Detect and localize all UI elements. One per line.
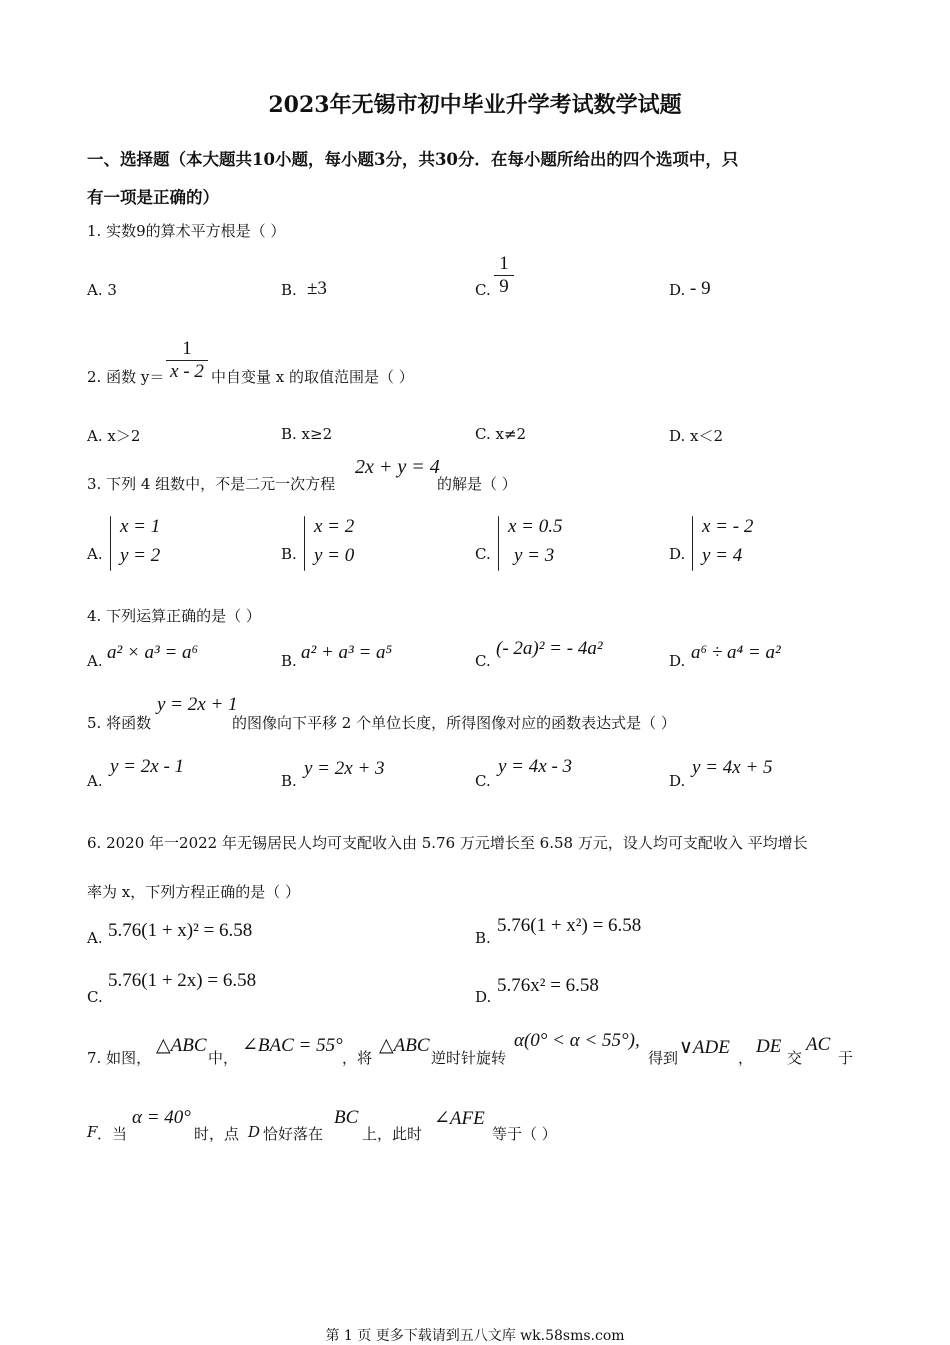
q3-stem-post: 的解是（ ） [437,475,517,493]
q3-option-d-eq1: x = - 2 [702,516,754,537]
q1-option-c-label: C. [475,281,491,299]
q6-option-c-math: 5.76(1 + 2x) = 6.58 [108,970,257,991]
q7-text-5: 得到 [648,1049,679,1067]
q7-text-4: 逆时针旋转 [431,1049,507,1067]
q3-option-d-label: D. [669,545,686,563]
q6-option-a-math: 5.76(1 + x)² = 6.58 [108,920,253,941]
q3-option-b-label: B. [281,545,297,563]
q2-stem-pre: 2. 函数 y＝ [87,368,165,386]
q3-option-a-label: A. [87,545,103,563]
left-brace-icon [498,516,499,571]
q7-math-6: DE [756,1036,782,1057]
q7-math-5: ∨ADE [679,1037,730,1058]
q3-option-c-eq2: y = 3 [514,545,555,566]
q7-line2-math-1: α = 40° [132,1107,191,1128]
q2-option-c: C. x≠2 [475,425,527,443]
q1-option-d-label: D. [669,281,686,299]
q6-option-c-label: C. [87,988,103,1006]
q3-option-b-eq2: y = 0 [314,545,355,566]
q5-stem-post: 的图像向下平移 2 个单位长度，所得图像对应的函数表达式是（ ） [232,714,676,732]
q7-text-6: ， [738,1049,754,1067]
q6-option-a-label: A. [87,929,103,947]
q3-option-c-eq1: x = 0.5 [508,516,563,537]
q5-stem-pre: 5. 将函数 [87,714,152,732]
fraction-denominator: 9 [494,275,514,298]
q7-line2-text-1: ．当 [97,1125,128,1143]
q7-math-1: △ABC [156,1035,207,1056]
q1-stem: 1. 实数9的算术平方根是（ ） [87,222,286,240]
q4-option-d-label: D. [669,652,686,670]
left-brace-icon [110,516,111,571]
q7-line2-text-4: 上，此时 [362,1125,423,1143]
q4-stem: 4. 下列运算正确的是（ ） [87,607,261,625]
q5-option-c-math: y = 4x - 3 [498,756,573,777]
q5-option-a-label: A. [87,772,103,790]
q5-option-d-math: y = 4x + 5 [692,757,773,778]
q7-line2-math-2: BC [334,1107,359,1128]
q2-option-b: B. x≥2 [281,425,333,443]
q1-option-b-math: ±3 [307,278,327,299]
q1-option-c-fraction [494,253,514,298]
q1-option-d-math: - 9 [690,278,711,299]
page-title: 2023年无锡市初中毕业升学考试数学试题 [268,92,682,118]
q4-option-d-math: a⁶ ÷ a⁴ = a² [691,642,781,663]
q4-option-b-math: a² + a³ = a⁵ [301,642,393,663]
q4-option-b-label: B. [281,652,297,670]
q2-stem-post: 中自变量 x 的取值范围是（ ） [211,368,414,386]
q2-fraction [166,338,208,383]
fraction-denominator: x - 2 [166,360,208,383]
q7-text-3: ，将 [342,1049,373,1067]
q4-option-a-label: A. [87,652,103,670]
q7-text-8: 于 [838,1049,854,1067]
q7-line2-f: F [87,1123,98,1141]
q7-math-4: α(0° < α < 55°), [514,1030,640,1051]
q7-math-2: ∠BAC = 55° [242,1035,343,1056]
q7-line2-text-2: 时，点 [194,1125,240,1143]
q1-option-a: A. 3 [87,281,117,299]
q4-option-a-math: a² × a³ = a⁶ [107,642,199,663]
page-footer: 第 1 页 更多下载请到五八文库 wk.58sms.com [325,1328,625,1344]
q5-option-a-math: y = 2x - 1 [110,756,185,777]
q3-option-d-eq2: y = 4 [702,545,743,566]
q2-option-a: A. x＞2 [87,427,141,445]
q2-option-d: D. x＜2 [669,427,724,445]
q4-option-c-label: C. [475,652,491,670]
fraction-numerator: 1 [182,338,192,359]
q3-option-a-eq2: y = 2 [120,545,161,566]
q6-option-b-label: B. [475,929,491,947]
q7-math-3: △ABC [379,1035,430,1056]
q5-option-b-math: y = 2x + 3 [304,758,385,779]
left-brace-icon [304,516,305,571]
q3-stem-pre: 3. 下列 4 组数中，不是二元一次方程 [87,475,336,493]
q7-line2-text-3: 恰好落在 [263,1125,324,1143]
left-brace-icon [692,516,693,571]
q6-stem-line2: 率为 x，下列方程正确的是（ ） [87,883,300,901]
q6-option-b-math: 5.76(1 + x²) = 6.58 [497,915,642,936]
q7-line2-text-5: 等于（ ） [492,1125,557,1143]
q6-option-d-math: 5.76x² = 6.58 [497,975,599,996]
q4-option-c-math: (- 2a)² = - 4a² [496,638,603,659]
q7-line2-point-d: D [248,1123,261,1141]
section-heading-line1: 一、选择题（本大题共10小题，每小题3分，共30分．在每小题所给出的四个选项中，只 [87,150,739,169]
q7-text-7: 交 [787,1049,803,1067]
q6-option-d-label: D. [475,988,492,1006]
q5-option-b-label: B. [281,772,297,790]
q3-option-a-eq1: x = 1 [120,516,161,537]
q3-equation: 2x + y = 4 [355,456,440,478]
q5-option-c-label: C. [475,772,491,790]
section-heading-line2: 有一项是正确的） [87,188,219,207]
q3-option-c-label: C. [475,545,491,563]
q1-option-b-label: B. [281,281,297,299]
q5-option-d-label: D. [669,772,686,790]
fraction-numerator: 1 [499,253,509,274]
q3-option-b-eq1: x = 2 [314,516,355,537]
q7-line2-math-3: ∠AFE [434,1108,485,1129]
q7-text-1: 7. 如图， [87,1049,152,1067]
q7-math-7: AC [806,1034,831,1055]
q5-equation: y = 2x + 1 [157,694,238,715]
q6-stem-line1: 6. 2020 年一2022 年无锡居民人均可支配收入由 5.76 万元增长至 6.58 万元，设人均可支配收入 平均增长 [87,834,808,852]
q7-text-2: 中， [208,1049,239,1067]
